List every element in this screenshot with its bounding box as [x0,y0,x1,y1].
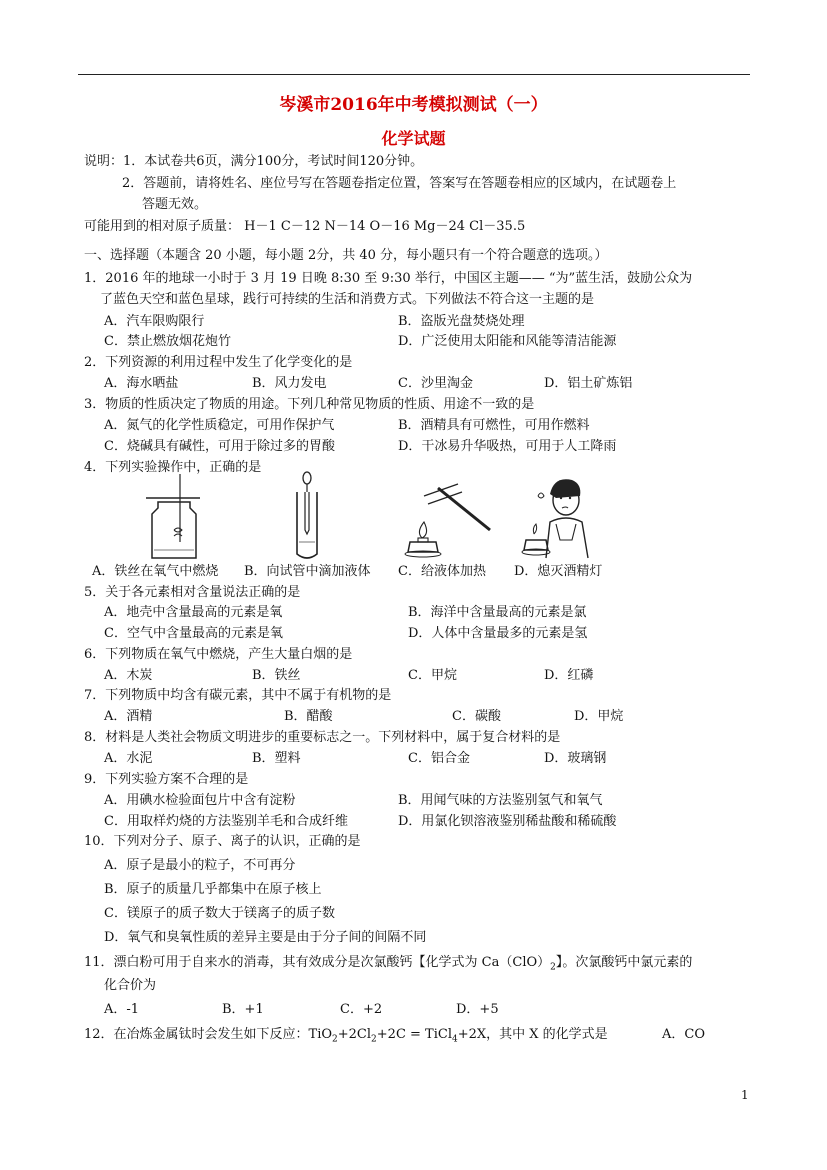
q7-option-d: D．甲烷 [574,709,624,724]
q10-stem: 10．下列对分子、原子、离子的认识，正确的是 [84,834,361,849]
q4-option-a: A．铁丝在氧气中燃烧 [92,564,219,579]
exam-subtitle: 化学试题 [381,129,446,148]
q4-option-d: D．熄灭酒精灯 [514,564,603,579]
exam-title: 岑溪市2016年中考模拟测试（一） [279,95,548,115]
q10-option-c: C．镁原子的质子数大于镁离子的质子数 [104,906,335,921]
q9-option-d: D．用氯化钡溶液鉴别稀盐酸和稀硫酸 [398,814,617,829]
q9-option-a: A．用碘水检验面包片中含有淀粉 [104,793,296,808]
q5-option-a: A．地壳中含量最高的元素是氧 [104,605,283,620]
q3-option-c: C．烧碱具有碱性，可用于除过多的胃酸 [104,439,335,454]
q2-option-b: B．风力发电 [252,376,327,391]
q7-option-b: B．醋酸 [284,709,333,724]
q10-option-a: A．原子是最小的粒子，不可再分 [104,858,296,873]
q7-stem: 7．下列物质中均含有碳元素，其中不属于有机物的是 [84,688,392,703]
q1-stem: 1．2016 年的地球一小时于 3 月 19 日晚 8:30 至 9:30 举行，中国区主题—— “为”蓝生活，鼓励公众为 [84,271,693,286]
test-tube-dropper-figure [288,470,328,562]
q11-option-c: C．+2 [340,1002,383,1017]
q3-option-a: A．氮气的化学性质稳定，可用作保护气 [104,418,335,433]
q10-option-b: B．原子的质量几乎都集中在原子核上 [104,882,322,897]
q8-option-c: C．铝合金 [408,751,470,766]
q11-option-a: A．-1 [104,1002,140,1017]
q11-option-d: D．+5 [456,1002,499,1017]
q8-option-d: D．玻璃钢 [544,751,607,766]
note-1: 说明：1．本试卷共6页，满分100分，考试时间120分钟。 [84,154,424,169]
q6-option-d: D．红磷 [544,668,594,683]
header-rule [78,74,750,75]
q1-stem-cont: 了蓝色天空和蓝色星球，践行可持续的生活和消费方式。下列做法不符合这一主题的是 [100,292,595,307]
iron-wire-burning-figure [138,470,208,562]
q8-option-a: A．水泥 [104,751,153,766]
note-2: 2．答题前，请将姓名、座位号写在答题卷指定位置，答案写在答题卷相应的区域内，在试题卷上 [122,176,677,191]
q5-option-d: D．人体中含量最多的元素是氢 [408,626,588,641]
q11-stem: 11．漂白粉可用于自来水的消毒，其有效成分是次氯酸钙【化学式为 $Ca(ClO)_2$】。次氯酸钙中氯元素的 [84,955,693,973]
q6-option-c: C．甲烷 [408,668,457,683]
q11-stem-cont: 化合价为 [104,978,157,993]
section-heading: 一、选择题（本题含 20 小题，每小题 2分，共 40 分，每小题只有一个符合题意的选项。） [84,248,608,263]
q6-option-b: B．铁丝 [252,668,301,683]
q5-option-b: B．海洋中含量最高的元素是氯 [408,605,587,620]
q8-option-b: B．塑料 [252,751,301,766]
q12-option-a: A．CO [662,1027,705,1042]
q9-option-b: B．用闻气味的方法鉴别氢气和氧气 [398,793,603,808]
heating-liquid-figure [398,476,498,560]
q2-option-c: C．沙里淘金 [398,376,473,391]
q10-option-d: D．氧气和臭氧性质的差异主要是由于分子间的间隔不同 [104,930,427,945]
q3-option-d: D．干冰易升华吸热，可用于人工降雨 [398,439,617,454]
q4-option-b: B．向试管中滴加液体 [244,564,371,579]
q6-stem: 6．下列物质在氧气中燃烧，产生大量白烟的是 [84,647,353,662]
q1-option-a: A．汽车限购限行 [104,314,205,329]
q7-option-a: A．酒精 [104,709,153,724]
note-2-cont: 答题无效。 [142,197,208,212]
q2-option-a: A．海水晒盐 [104,376,179,391]
q9-option-c: C．用取样灼烧的方法鉴别羊毛和合成纤维 [104,814,348,829]
q6-option-a: A．木炭 [104,668,153,683]
q11-option-b: B．+1 [222,1002,264,1017]
page-number: 1 [741,1088,749,1102]
q2-option-d: D．铝土矿炼铝 [544,376,633,391]
q5-stem: 5．关于各元素相对含量说法正确的是 [84,585,301,600]
atomic-masses: 可能用到的相对原子质量： H－1 C－12 N－14 O－16 Mg－24 Cl－35.5 [84,219,526,234]
q2-stem: 2．下列资源的利用过程中发生了化学变化的是 [84,355,353,370]
q3-option-b: B．酒精具有可燃性，可用作燃料 [398,418,590,433]
q9-stem: 9．下列实验方案不合理的是 [84,772,249,787]
q1-option-d: D．广泛使用太阳能和风能等清洁能源 [398,334,617,349]
extinguish-lamp-figure [516,474,596,560]
q4-stem: 4．下列实验操作中，正确的是 [84,460,262,475]
q1-option-b: B．盗版光盘焚烧处理 [398,314,525,329]
q8-stem: 8．材料是人类社会物质文明进步的重要标志之一。下列材料中，属于复合材料的是 [84,730,561,745]
q7-option-c: C．碳酸 [452,709,501,724]
q3-stem: 3．物质的性质决定了物质的用途。下列几种常见物质的性质、用途不一致的是 [84,397,535,412]
q12-stem: 12．在冶炼金属钛时会发生如下反应：$TiO_2+2Cl_2+2C$ = TiCl$_4$+2X，其中 X 的化学式是 [84,1027,608,1045]
q1-option-c: C．禁止燃放烟花炮竹 [104,334,231,349]
q4-option-c: C．给液体加热 [398,564,486,579]
q5-option-c: C．空气中含量最高的元素是氧 [104,626,283,641]
